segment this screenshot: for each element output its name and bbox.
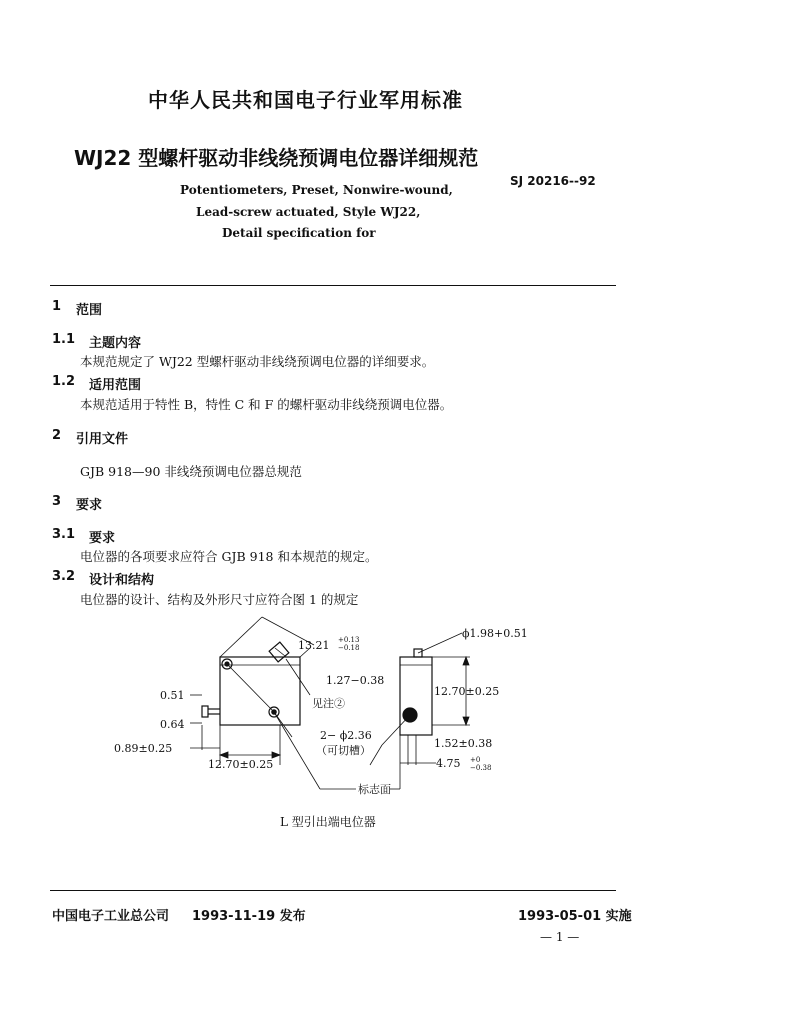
dim-0-89: 0.89±0.25 [114, 742, 173, 755]
section-2-title: 引用文件 [76, 432, 129, 447]
standard-organization: 中华人民共和国电子行业军用标准 [148, 88, 463, 112]
section-3-2-number: 3.2 [52, 569, 76, 584]
section-1-1-title: 主题内容 [89, 336, 142, 351]
document-title: WJ22 型螺杆驱动非线绕预调电位器详细规范 [74, 146, 479, 170]
section-3-1-title: 要求 [89, 531, 116, 546]
dim-12-70-side: 12.70±0.25 [434, 685, 500, 698]
section-3-2-body: 电位器的设计、结构及外形尺寸应符合图 1 的规定 [80, 592, 359, 607]
side-view-body [400, 657, 432, 735]
dim-4-75-tol-upper: +0 [470, 756, 481, 764]
dim-13-21-tol-upper: +0.13 [338, 636, 360, 644]
potentiometer-outline-drawing [114, 615, 570, 805]
section-1-number: 1 [52, 299, 62, 314]
standard-code: SJ 20216--92 [510, 174, 596, 188]
lead-screw [269, 642, 289, 662]
section-1-1-number: 1.1 [52, 332, 76, 347]
english-title-line-3: Detail specification for [222, 226, 376, 240]
english-title-line-1: Potentiometers, Preset, Nonwire-wound, [180, 183, 453, 197]
header-divider [50, 285, 616, 286]
issue-date: 1993-11-19 发布 [192, 909, 306, 924]
section-3-1-number: 3.1 [52, 527, 76, 542]
section-2-number: 2 [52, 428, 62, 443]
dim-13-21: 13.21 [298, 639, 330, 652]
dim-1-27: 1.27−0.38 [326, 674, 385, 687]
section-3-number: 3 [52, 494, 62, 509]
section-1-2-number: 1.2 [52, 374, 76, 389]
english-title-line-2: Lead-screw actuated, Style WJ22, [196, 205, 421, 219]
section-1-title: 范围 [76, 303, 103, 318]
front-view-body [220, 657, 300, 725]
dim-4-75: 4.75 [436, 757, 461, 770]
footer-divider [50, 890, 616, 891]
page-number: — 1 — [540, 930, 580, 944]
section-3-title: 要求 [76, 498, 103, 513]
publisher: 中国电子工业总公司 [52, 909, 170, 924]
section-2-body: GJB 918—90 非线绕预调电位器总规范 [80, 464, 302, 479]
dim-0-51: 0.51 [160, 689, 185, 702]
figure-caption: L 型引出端电位器 [280, 815, 376, 829]
hole-label: 2− ϕ2.36 [320, 729, 372, 742]
effective-date: 1993-05-01 实施 [518, 909, 632, 924]
section-3-2-title: 设计和结构 [89, 573, 155, 588]
section-1-2-title: 适用范围 [89, 378, 142, 393]
section-1-1-body: 本规范规定了 WJ22 型螺杆驱动非线绕预调电位器的详细要求。 [80, 354, 435, 369]
dim-1-52: 1.52±0.38 [434, 737, 493, 750]
mark-face-label: 标志面 [358, 783, 391, 796]
see-note-label: 见注② [312, 697, 345, 710]
section-3-1-body: 电位器的各项要求应符合 GJB 918 和本规范的规定。 [80, 549, 378, 564]
section-1-2-body: 本规范适用于特性 B，特性 C 和 F 的螺杆驱动非线绕预调电位器。 [80, 397, 453, 412]
dim-diameter: ϕ1.98+0.51 [462, 627, 528, 640]
dim-12-70-bottom: 12.70±0.25 [208, 758, 274, 771]
dim-0-64: 0.64 [160, 718, 185, 731]
hole-note: （可切槽） [316, 744, 371, 757]
dim-4-75-tol-lower: −0.38 [470, 764, 492, 772]
dim-13-21-tol-lower: −0.18 [338, 644, 360, 652]
